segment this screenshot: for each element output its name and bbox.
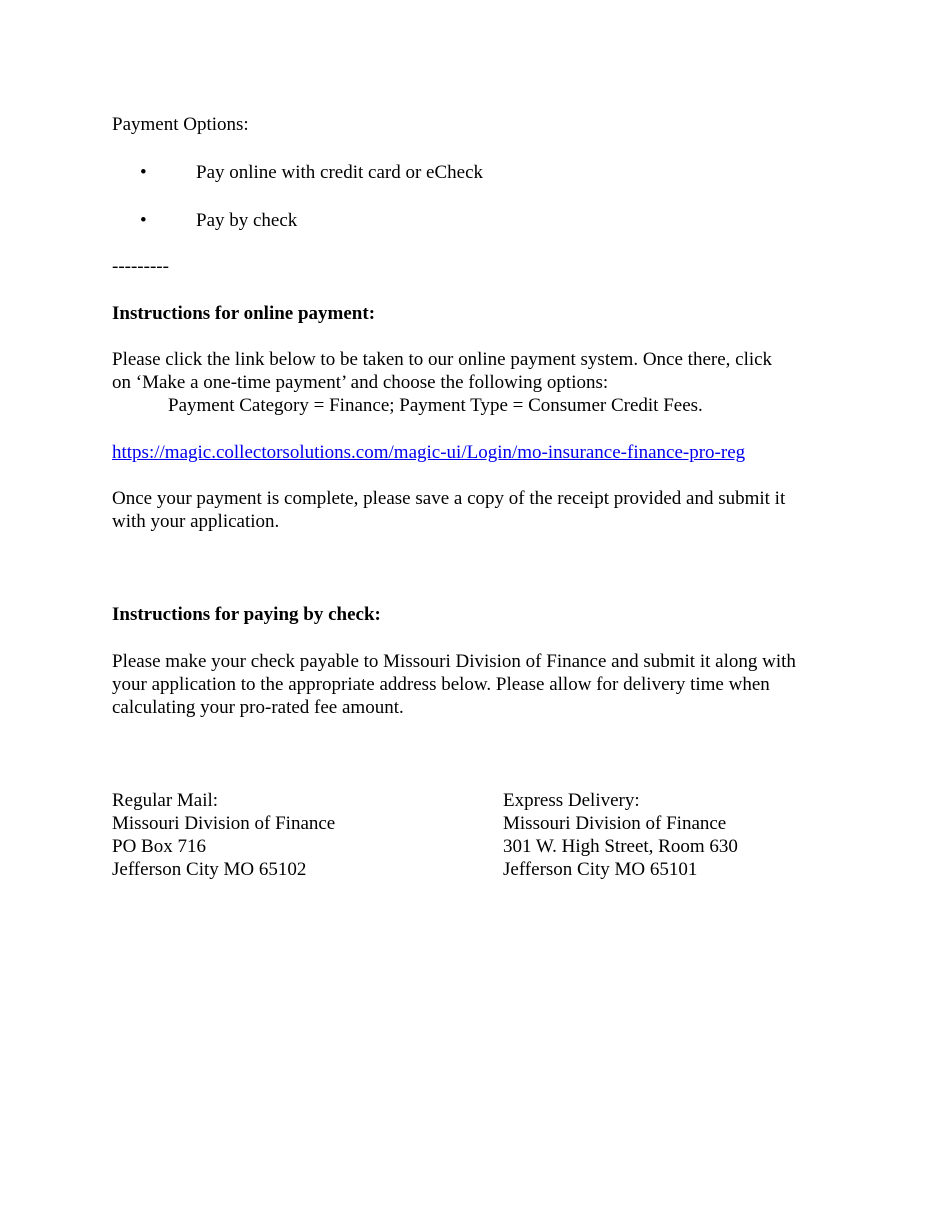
- receipt-instructions-line1: Once your payment is complete, please save a copy of the receipt provided and submit it: [112, 488, 786, 509]
- check-paragraph-line2: your application to the appropriate address below. Please allow for delivery time when: [112, 674, 770, 695]
- bullet-icon: •: [140, 162, 147, 183]
- payment-option-online: Pay online with credit card or eCheck: [196, 162, 484, 183]
- check-paragraph-line3: calculating your pro-rated fee amount.: [112, 697, 404, 718]
- regular-mail-label: Regular Mail:: [112, 790, 219, 811]
- express-delivery-line1: Missouri Division of Finance: [503, 813, 727, 834]
- bullet-icon: •: [140, 210, 147, 231]
- check-paragraph-line1: Please make your check payable to Missouri Division of Finance and submit it along with: [112, 651, 796, 672]
- regular-mail-address: [112, 789, 335, 881]
- receipt-instructions-line2: with your application.: [112, 511, 280, 532]
- check-instructions-heading: Instructions for paying by check:: [112, 604, 381, 625]
- online-payment-options-line: Payment Category = Finance; Payment Type = Consumer Credit Fees.: [168, 395, 703, 416]
- online-paragraph-line1: Please click the link below to be taken to our online payment system. Once there, click: [112, 349, 773, 370]
- express-delivery-address: [503, 789, 738, 881]
- express-delivery-line3: Jefferson City MO 65101: [503, 859, 698, 880]
- online-instructions-heading: Instructions for online payment:: [112, 303, 376, 324]
- online-payment-link[interactable]: https://magic.collectorsolutions.com/magic-ui/Login/mo-insurance-finance-pro-reg: [112, 442, 746, 463]
- express-delivery-line2: 301 W. High Street, Room 630: [503, 836, 738, 857]
- payment-options-heading: Payment Options:: [112, 114, 249, 135]
- regular-mail-line3: Jefferson City MO 65102: [112, 859, 307, 880]
- regular-mail-line2: PO Box 716: [112, 836, 206, 857]
- express-delivery-label: Express Delivery:: [503, 790, 640, 811]
- online-paragraph-line2: on ‘Make a one-time payment’ and choose the following options:: [112, 372, 609, 393]
- regular-mail-line1: Missouri Division of Finance: [112, 813, 336, 834]
- separator: ---------: [112, 256, 169, 277]
- payment-option-check: Pay by check: [196, 210, 298, 231]
